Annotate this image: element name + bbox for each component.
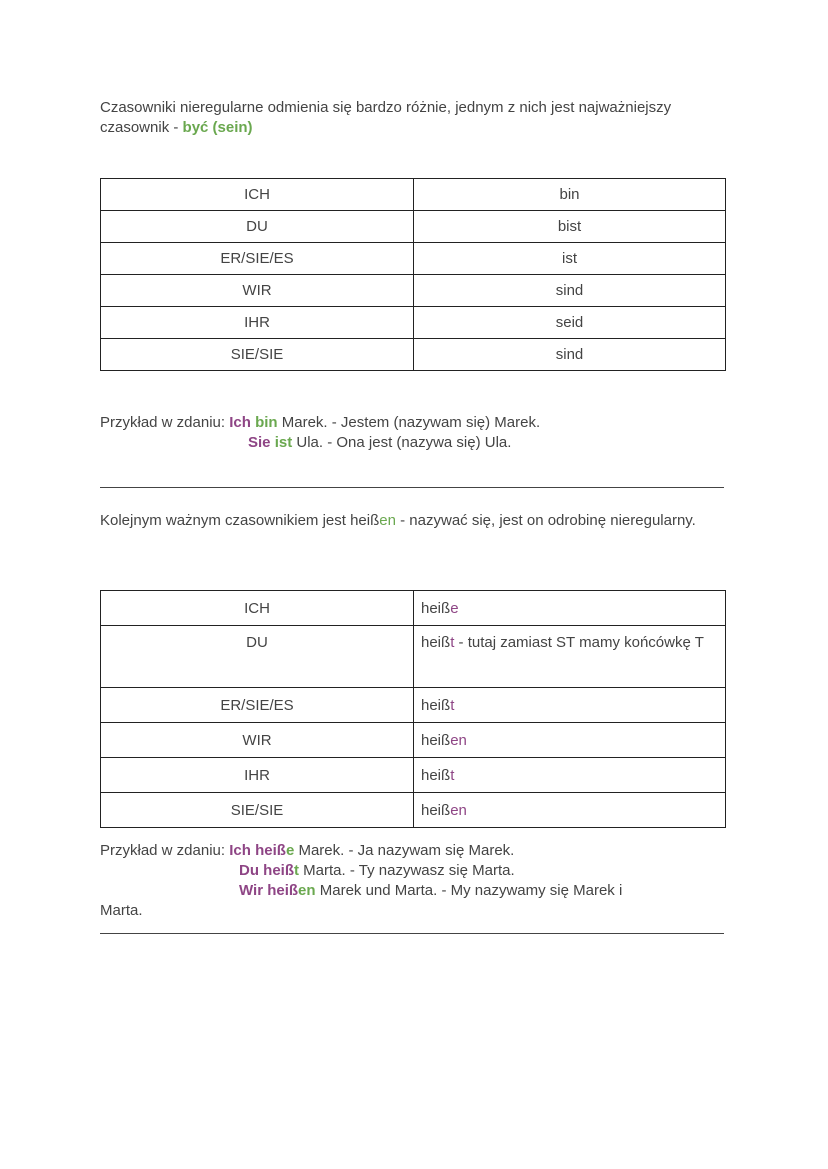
example-rest: Marek. - Ja nazywam się Marek.	[294, 842, 515, 859]
intro-stem-end: ß	[370, 512, 380, 529]
intro-text: Kolejnym ważnym czasownikiem jest hei	[100, 512, 371, 529]
form-stem: heiß	[421, 731, 451, 749]
example-pronoun: Ich	[229, 842, 251, 859]
example-line	[100, 881, 730, 901]
table-row	[101, 591, 726, 626]
example-rest: Marek. - Jestem (nazywam się) Marek.	[277, 414, 541, 431]
form-stem: heiß	[421, 696, 451, 714]
form-ending: en	[450, 801, 467, 819]
table-row	[101, 179, 726, 211]
form-stem: heiß	[421, 801, 451, 819]
example-pronoun: Du	[239, 862, 259, 879]
example-verb-stem: heiß	[263, 862, 295, 879]
table-row	[101, 243, 726, 275]
example-verb-ending: e	[285, 842, 295, 859]
example-pronoun: Sie	[248, 434, 271, 451]
horizontal-divider	[100, 487, 724, 488]
example-rest: Marta. - Ty nazywasz się Marta.	[299, 862, 515, 879]
example-pronoun: Wir	[239, 882, 264, 899]
form-cell: bin	[414, 179, 726, 211]
form-cell	[414, 758, 726, 793]
conjugation-table-sein	[100, 178, 726, 371]
table-row	[101, 723, 726, 758]
pronoun-cell: WIR	[101, 275, 414, 307]
table-row	[101, 275, 726, 307]
example-verb: ist	[274, 434, 293, 451]
example-verb-stem: heiß	[255, 842, 286, 859]
pronoun-cell: SIE/SIE	[101, 339, 414, 371]
table-row	[101, 339, 726, 371]
example-rest: Ula. - Ona jest (nazywa się) Ula.	[292, 434, 512, 451]
table-row	[101, 793, 726, 828]
table-row	[101, 626, 726, 688]
pronoun-cell: WIR	[101, 723, 414, 758]
form-ending: e	[450, 599, 459, 617]
example-rest: Marek und Marta. - My nazywamy się Marek i	[315, 882, 623, 899]
form-cell: bist	[414, 211, 726, 243]
example-prefix: Przykład w zdaniu:	[100, 414, 230, 431]
table-row	[101, 307, 726, 339]
form-ending: en	[450, 731, 467, 749]
form-cell	[414, 591, 726, 626]
example-verb-ending: t	[294, 862, 300, 879]
example-verb-ending: en	[298, 882, 316, 899]
table-row	[101, 758, 726, 793]
intro-text-after: - nazywać się, jest on odrobinę nieregularny.	[395, 512, 696, 529]
table-row	[101, 211, 726, 243]
form-note: - tutaj zamiast ST mamy końcówkę T	[454, 634, 704, 651]
pronoun-cell: SIE/SIE	[101, 793, 414, 828]
example-line	[100, 433, 730, 453]
pronoun-cell: ER/SIE/ES	[101, 243, 414, 275]
pronoun-cell: DU	[101, 211, 414, 243]
example-line: Marta.	[100, 902, 143, 919]
pronoun-cell: DU	[101, 626, 414, 688]
example-verb-stem: heiß	[267, 882, 299, 899]
form-ending: t	[450, 766, 455, 784]
form-cell	[414, 793, 726, 828]
example-line	[100, 413, 730, 433]
horizontal-divider	[100, 933, 724, 934]
pronoun-cell: IHR	[101, 307, 414, 339]
pronoun-cell: ICH	[101, 591, 414, 626]
conjugation-table-heissen	[100, 590, 726, 828]
form-cell: seid	[414, 307, 726, 339]
form-cell	[414, 688, 726, 723]
form-stem: heiß	[421, 766, 451, 784]
example-sentences-sein	[100, 413, 730, 453]
intro-paragraph-sein	[100, 98, 730, 138]
example-line	[100, 861, 730, 881]
example-verb: bin	[255, 414, 278, 431]
form-ending: t	[450, 634, 455, 651]
form-cell	[414, 723, 726, 758]
form-cell: sind	[414, 275, 726, 307]
pronoun-cell: IHR	[101, 758, 414, 793]
form-cell	[414, 626, 726, 688]
intro-text: Czasowniki nieregularne odmienia się bardzo różnie, jednym z nich jest najważniejszy czasownik -	[100, 99, 672, 136]
intro-paragraph-heissen	[100, 511, 730, 531]
table-row	[101, 688, 726, 723]
verb-ending-highlight: en	[379, 512, 396, 529]
pronoun-cell: ICH	[101, 179, 414, 211]
form-cell: ist	[414, 243, 726, 275]
verb-sein-highlight: być (sein)	[182, 119, 253, 136]
form-stem: heiß	[421, 599, 451, 617]
form-cell: sind	[414, 339, 726, 371]
example-pronoun: Ich	[229, 414, 251, 431]
pronoun-cell: ER/SIE/ES	[101, 688, 414, 723]
example-prefix: Przykład w zdaniu:	[100, 842, 230, 859]
example-line	[100, 841, 730, 861]
example-sentences-heissen	[100, 841, 730, 921]
form-ending: t	[450, 696, 455, 714]
form-stem: heiß	[421, 634, 451, 651]
